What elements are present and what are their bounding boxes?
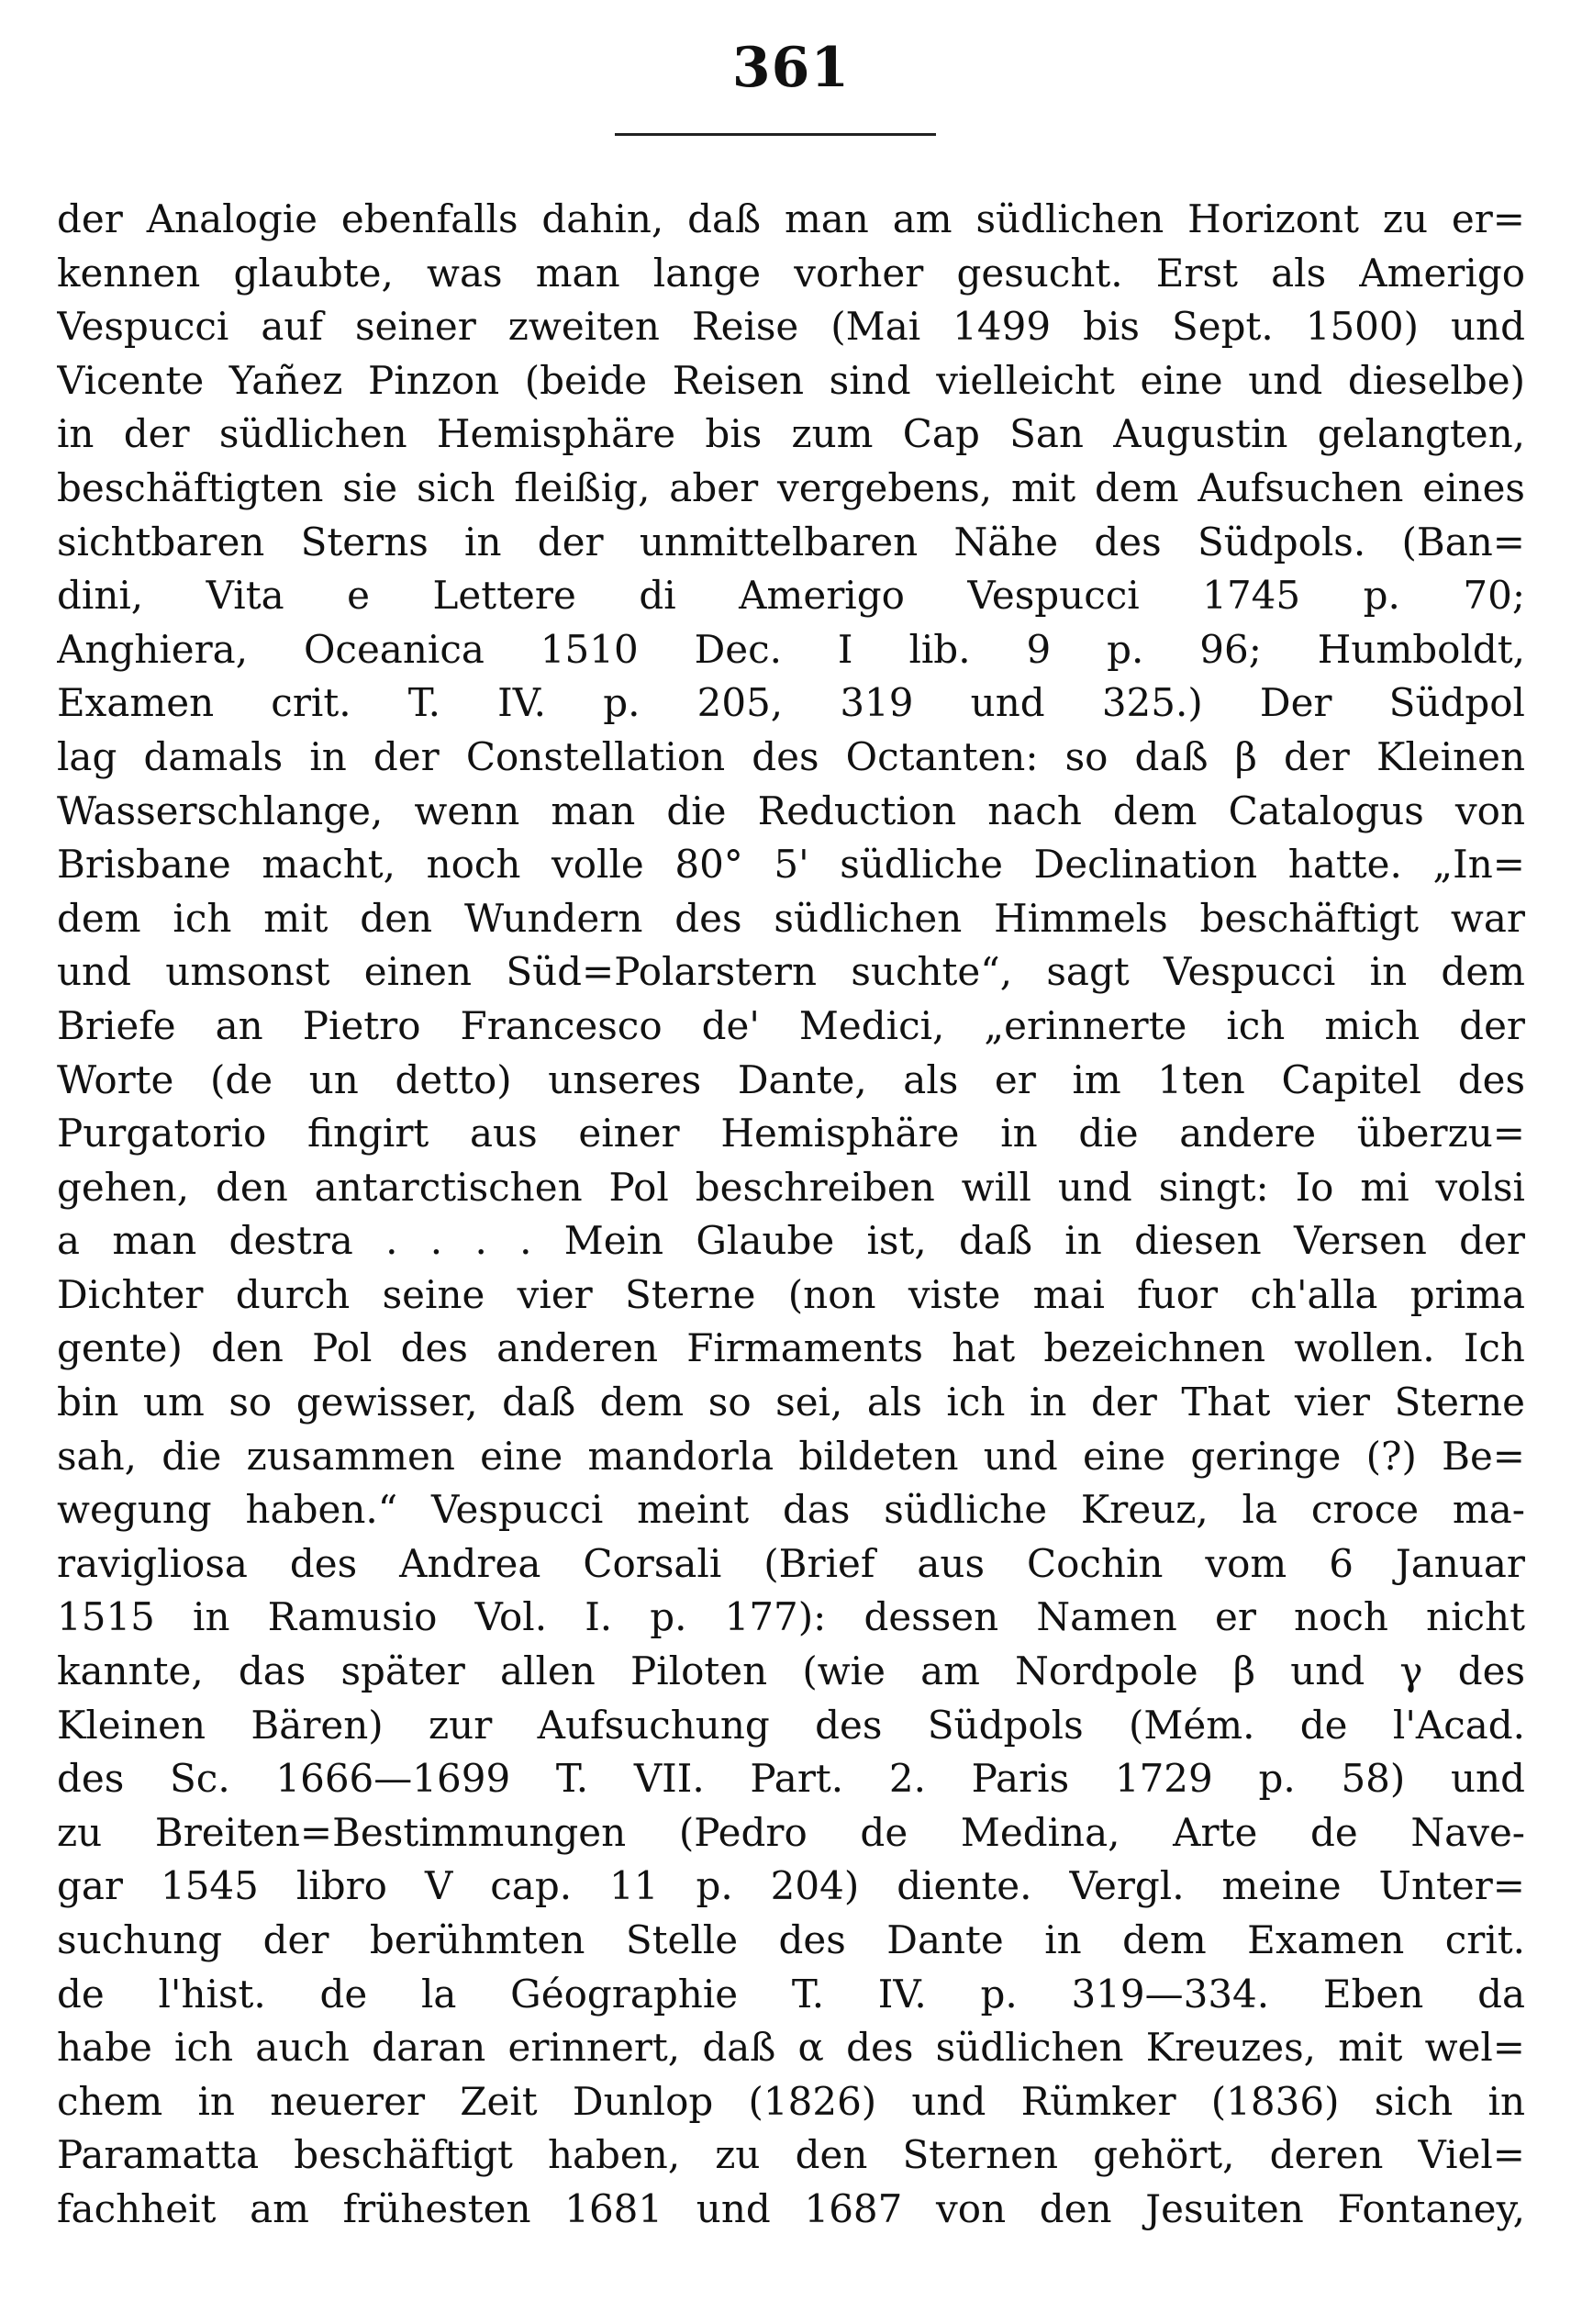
text-line: des Sc. 1666—1699 T. VII. Part. 2. Paris 1729 p. 58) und: [57, 1756, 1525, 1802]
text-line: gar 1545 libro V cap. 11 p. 204) diente. Vergl. meine Unter=: [57, 1863, 1525, 1909]
body-text: [57, 193, 1525, 2237]
text-line: bin um so gewisser, daß dem so sei, als ich in der That vier Sterne: [57, 1380, 1525, 1425]
text-line: habe ich auch daran erinnert, daß α des südlichen Kreuzes, mit wel=: [57, 2025, 1525, 2071]
text-line: sichtbaren Sterns in der unmittelbaren Nähe des Südpols. (Ban=: [57, 519, 1525, 564]
text-line: Dichter durch seine vier Sterne (non viste mai fuor ch'alla prima: [57, 1271, 1525, 1317]
text-line: kannte, das später allen Piloten (wie am Nordpole β und γ des: [57, 1648, 1525, 1694]
header-rule: [615, 133, 936, 136]
text-line: Briefe an Pietro Francesco de' Medici, „erinnerte ich mich der: [57, 1002, 1525, 1048]
text-line: und umsonst einen Süd=Polarstern suchte“, sagt Vespucci in dem: [57, 949, 1525, 995]
text-line: Kleinen Bären) zur Aufsuchung des Südpols (Mém. de l'Acad.: [57, 1702, 1525, 1748]
text-line: Wasserschlange, wenn man die Reduction nach dem Catalogus von: [57, 788, 1525, 833]
text-line: Purgatorio fingirt aus einer Hemisphäre in die andere überzu=: [57, 1111, 1525, 1156]
text-line: a man destra . . . . Mein Glaube ist, daß in diesen Versen der: [57, 1218, 1525, 1264]
text-line: sah, die zusammen eine mandorla bildeten und eine geringe (?) Be=: [57, 1433, 1525, 1479]
text-line: der Analogie ebenfalls dahin, daß man am südlichen Horizont zu er=: [57, 196, 1525, 241]
text-line: beschäftigten sie sich fleißig, aber vergebens, mit dem Aufsuchen eines: [57, 464, 1525, 510]
text-line: dem ich mit den Wundern des südlichen Himmels beschäftigt war: [57, 895, 1525, 941]
text-line: Vespucci auf seiner zweiten Reise (Mai 1499 bis Sept. 1500) und: [57, 304, 1525, 350]
text-line: chem in neuerer Zeit Dunlop (1826) und Rümker (1836) sich in: [57, 2078, 1525, 2124]
text-line: ravigliosa des Andrea Corsali (Brief aus Cochin vom 6 Januar: [57, 1540, 1525, 1586]
text-line: fachheit am frühesten 1681 und 1687 von den Jesuiten Fontaney,: [57, 2185, 1525, 2231]
text-line: gente) den Pol des anderen Firmaments hat bezeichnen wollen. Ich: [57, 1325, 1525, 1371]
page-number: 361: [731, 36, 851, 100]
text-line: kennen glaubte, was man lange vorher gesucht. Erst als Amerigo: [57, 250, 1525, 296]
text-line: lag damals in der Constellation des Octanten: so daß β der Kleinen: [57, 733, 1525, 779]
text-line: Vicente Yañez Pinzon (beide Reisen sind vielleicht eine und dieselbe): [57, 357, 1525, 403]
text-line: gehen, den antarctischen Pol beschreiben will und singt: Io mi volsi: [57, 1164, 1525, 1210]
text-line: wegung haben.“ Vespucci meint das südliche Kreuz, la croce ma-: [57, 1487, 1525, 1533]
text-line: Brisbane macht, noch volle 80° 5' südliche Declination hatte. „In=: [57, 842, 1525, 888]
text-line: suchung der berühmten Stelle des Dante in dem Examen crit.: [57, 1917, 1525, 1962]
text-line: zu Breiten=Bestimmungen (Pedro de Medina, Arte de Nave-: [57, 1809, 1525, 1855]
text-line: dini, Vita e Lettere di Amerigo Vespucci 1745 p. 70;: [57, 573, 1525, 619]
text-line: Paramatta beschäftigt haben, zu den Sternen gehört, deren Viel=: [57, 2132, 1525, 2178]
text-line: Anghiera, Oceanica 1510 Dec. I lib. 9 p. 96; Humboldt,: [57, 626, 1525, 672]
text-line: in der südlichen Hemisphäre bis zum Cap San Augustin gelangten,: [57, 411, 1525, 457]
text-line: Worte (de un detto) unseres Dante, als er im 1ten Capitel des: [57, 1056, 1525, 1102]
text-line: 1515 in Ramusio Vol. I. p. 177): dessen Namen er noch nicht: [57, 1594, 1525, 1640]
text-line: Examen crit. T. IV. p. 205, 319 und 325.) Der Südpol: [57, 680, 1525, 726]
text-line: de l'hist. de la Géographie T. IV. p. 319—334. Eben da: [57, 1971, 1525, 2017]
